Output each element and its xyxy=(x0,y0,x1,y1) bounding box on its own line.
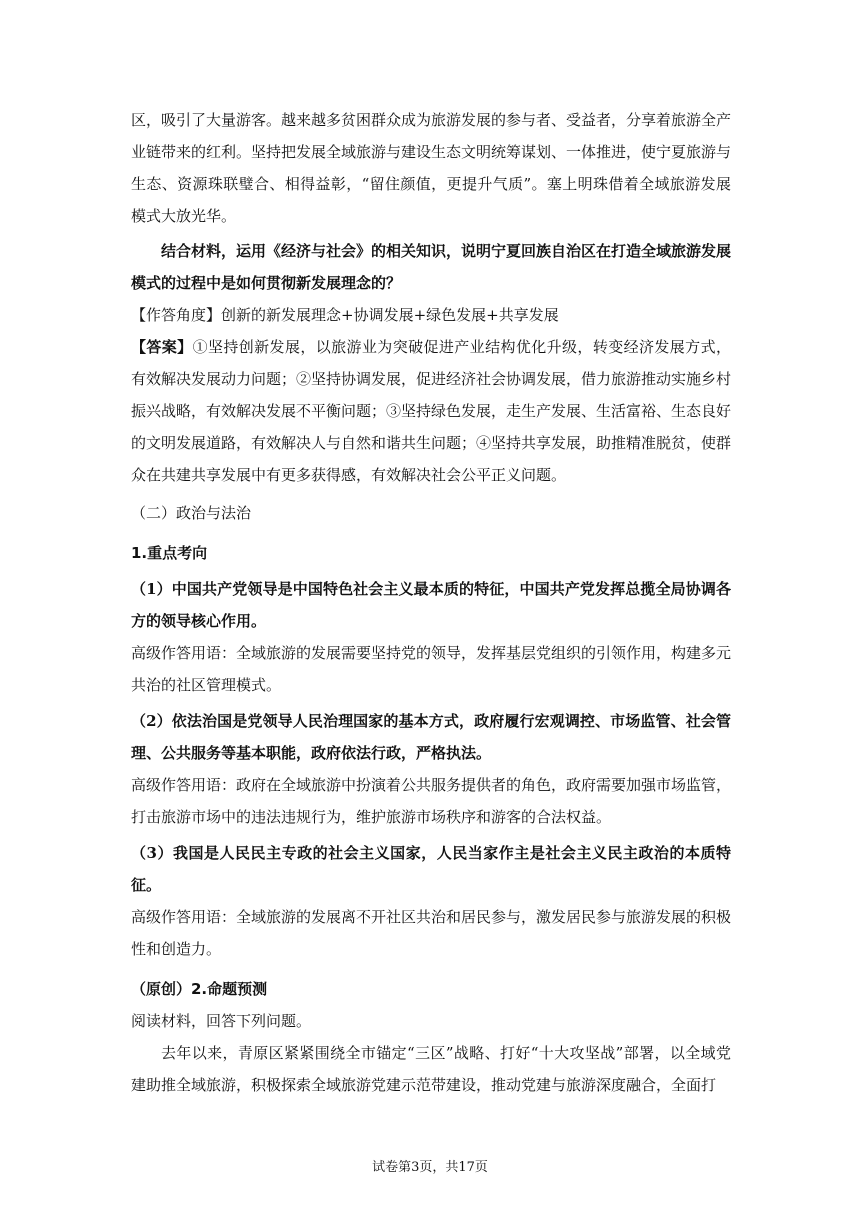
subsection-key-directions: 1.重点考向 xyxy=(131,544,208,562)
point-2-usage: 高级作答用语：政府在全域旅游中扮演着公共服务提供者的角色，政府需要加强市场监管，打击旅游市场中的违法违规行为，维护旅游市场秩序和游客的合法权益。 xyxy=(131,776,732,826)
answer-paragraph xyxy=(131,331,731,491)
answer-label: 【答案】 xyxy=(131,338,193,356)
new-material-paragraph: 去年以来，青原区紧紧围绕全市锚定“三区”战略、打好“十大攻坚战”部署，以全域党建助推全域旅游，积极探索全域旅游党建示范带建设，推动党建与旅游深度融合，全面打 xyxy=(131,1044,731,1094)
point-2-heading: （2）依法治国是党领导人民治理国家的基本方式，政府履行宏观调控、市场监管、社会管理、公共服务等基本职能，政府依法行政，严格执法。 xyxy=(131,712,731,762)
point-1-heading: （1）中国共产党领导是中国特色社会主义最本质的特征，中国共产党发挥总揽全局协调各方的领导核心作用。 xyxy=(131,580,731,630)
page-content xyxy=(131,104,731,1101)
answer-angle-text: 创新的新发展理念+协调发展+绿色发展+共享发展 xyxy=(221,306,559,324)
question-text: 结合材料，运用《经济与社会》的相关知识，说明宁夏回族自治区在打造全域旅游发展模式的过程中是如何贯彻新发展理念的？ xyxy=(131,242,732,292)
point-1-usage: 高级作答用语：全域旅游的发展需要坚持党的领导，发挥基层党组织的引领作用，构建多元共治的社区管理模式。 xyxy=(131,644,732,694)
page-footer: 试卷第3页，共17页 xyxy=(372,1160,488,1175)
instruction-text: 阅读材料，回答下列问题。 xyxy=(131,1012,312,1030)
point-3-heading: （3）我国是人民民主专政的社会主义国家，人民当家作主是社会主义民主政治的本质特征。 xyxy=(131,844,731,894)
material-continued-paragraph: 区，吸引了大量游客。越来越多贫困群众成为旅游发展的参与者、受益者，分享着旅游全产业链带来的红利。坚持把发展全域旅游与建设生态文明统筹谋划、一体推进，使宁夏旅游与生态、资源珠联璧合、相得益彰，“留住颜值，更提升气质”。塞上明珠借着全域旅游发展模式大放光华。 xyxy=(131,111,732,225)
answer-angle-label: 【作答角度】 xyxy=(131,306,222,324)
answer-angle-line xyxy=(131,299,731,331)
answer-text: ①坚持创新发展，以旅游业为突破促进产业结构优化升级，转变经济发展方式，有效解决发展动力问题；②坚持协调发展，促进经济社会协调发展，借力旅游推动实施乡村振兴战略，有效解决发展不平衡问题；③坚持绿色发展，走生产发展、生活富裕、生态良好的文明发展道路，有效解决人与自然和谐共生问题；④坚持共享发展，助推精准脱贫，使群众在共建共享发展中有更多获得感，有效解决社会公平正义问题。 xyxy=(131,338,732,484)
point-3-usage: 高级作答用语：全域旅游的发展离不开社区共治和居民参与，激发居民参与旅游发展的积极性和创造力。 xyxy=(131,908,732,958)
subsection-prediction: （原创）2.命题预测 xyxy=(131,980,268,998)
section-title: （二）政治与法治 xyxy=(131,504,252,522)
